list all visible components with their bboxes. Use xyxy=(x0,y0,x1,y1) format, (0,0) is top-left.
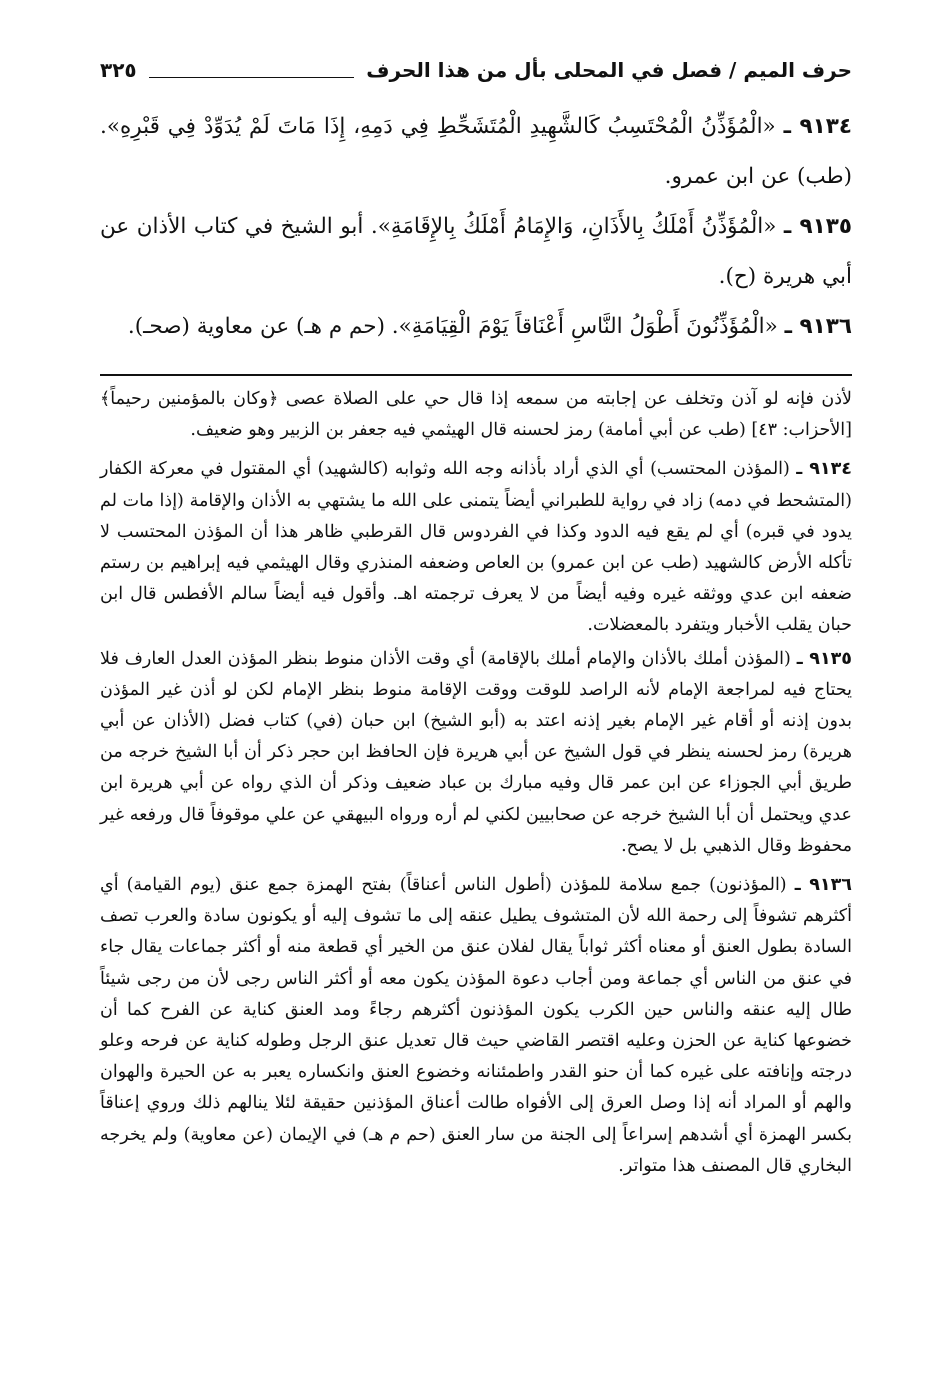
page xyxy=(100,50,852,1182)
commentary-continuation xyxy=(100,384,852,446)
section-divider xyxy=(100,374,852,376)
commentary-text: (المؤذن المحتسب) أي الذي أراد بأذانه وجه الله وثوابه (كالشهيد) أي المقتول في معركة الكفار (المتشحط في دمه) زاد في رواية للطبراني أيضاً يتمنى على الله ما يشتهي به الأذان والإقامة (إذا مات لم يدود في قبره) أي لم يقع فيه الدود وكذا في الفردوس قال القرطبي ظاهر هذا أن المؤذن المحتسب لا تأكله الأرض كالشهيد (طب عن ابن عمرو) بن العاص وضعفه المنذري وقال الهيثمي فيه إبراهيم بن رستم ضعفه ابن عدي ووثقه غيره وفيه أيضاً من لا يعرف ترجمته اهـ. وأقول فيه أيضاً سالم الأفطس قال ابن حبان يقلب الأخبار ويتفرد بالمعضلات. xyxy=(100,459,852,636)
commentary-9136 xyxy=(100,870,852,1182)
hadith-text: «الْمُؤَذِّنُونَ أَطْوَلُ النَّاسِ أَعْنَاقاً يَوْمَ الْقِيَامَةِ». (حم م هـ) عن معاوية (صحـ). xyxy=(127,314,778,339)
page-number: ٣٢٥ xyxy=(100,58,137,82)
commentary-text: لأذن فإنه لو آذن وتخلف عن إجابته من سمعه إذا قال حي على الصلاة عصى ﴿وكان بالمؤمنين رحيماً﴾ [الأحزاب: ٤٣] (طب عن أبي أمامة) رمز لحسنه قال الهيثمي فيه جعفر بن الزبير وهو ضعيف. xyxy=(100,389,852,441)
commentary-9135 xyxy=(100,644,852,862)
hadith-number: ٩١٣٦ ـ xyxy=(784,314,852,339)
hadith-number: ٩١٣٥ ـ xyxy=(783,214,852,239)
hadith-number: ٩١٣٤ ـ xyxy=(783,114,852,139)
commentary-text: (المؤذن أملك بالأذان والإمام أملك بالإقامة) أي وقت الأذان منوط بنظر المؤذن العدل العارف فلا يحتاج فيه لمراجعة الإمام لأنه الراصد للوقت ووقت الإقامة منوط بنظر الإمام لكن لو أذن غير المؤذن بدون إذنه أو أقام غير الإمام بغير إذنه اعتد به (أبو الشيخ) ابن حبان (في) كتاب فضل (الأذان عن أبي هريرة) رمز لحسنه ينظر في قول الشيخ عن أبي هريرة فإن الحافظ ابن حجر ذكر أن أبا الشيخ خرجه من طريق أبي الجوزاء عن ابن عمر قال وفيه مبارك بن عباد ضعيف وذكر أن الذي رواه عن أبي هريرة ابن عدي ويحتمل أن أبا الشيخ خرجه عن صحابيين لكني لم أره ورواه البيهقي عن علي موقوفاً قال ورفعه غير محفوظ وقال الذهبي بل لا يصح. xyxy=(100,648,852,856)
commentary-number: ٩١٣٦ ـ xyxy=(794,875,852,896)
commentary-text: (المؤذنون) جمع سلامة للمؤذن (أطول الناس أعناقاً) بفتح الهمزة جمع عنق (يوم القيامة) أي أكثرهم تشوفاً إلى رحمة الله لأن المتشوف يطيل عنقه إلى ما تشوف إليه أو يكونون سادة والعرب تصف السادة بطول العنق أو معناه أكثر ثواباً يقال لفلان عنق من الخير أي قطعة منه أو أكثر جماعات يقال جاء في عنق من الناس أي جماعة ومن أجاب دعوة المؤذن يكون معه أو أكثر الناس رجى لأن من رجى شيئاً طال إليه عنقه والناس حين الكرب يكون المؤذنون أكثرهم رجاءً ومد العنق كناية عن الفرح كما أن خضوعها كناية عن الحزن وعليه اقتصر القاضي حيث قال تعديل عنق الرجل وطوله كناية عن فرحه وعلو درجته وإنافته على غيره كما أن حنو القدر واطمئنانه وخضوع العنق وانكساره يعبر به عن الحيرة والهوان والهم أو المراد أنه إذا وصل العرق إلى الأفواه طالت أعناق المؤذنين حقيقة لئلا ينالهم ذلك وروي إعناقاً بكسر الهمزة أي أشدهم إسراعاً إلى الجنة من سار العنق (حم م هـ) في الإيمان (عن معاوية) ولم يخرجه البخاري قال المصنف هذا متواتر. xyxy=(100,875,852,1176)
commentary-number: ٩١٣٥ ـ xyxy=(796,648,852,669)
running-header xyxy=(100,50,852,90)
hadith-9136 xyxy=(100,302,852,352)
hadith-9135 xyxy=(100,202,852,302)
commentary-9134 xyxy=(100,454,852,641)
hadith-text: «الْمُؤَذِّنُ الْمُحْتَسِبُ كَالشَّهِيدِ الْمُتَشَحِّطِ فِي دَمِهِ، إِذَا مَاتَ لَمْ يُدَوِّدْ فِي قَبْرِهِ». (طب) عن ابن عمرو. xyxy=(100,114,852,189)
commentary-number: ٩١٣٤ ـ xyxy=(796,459,852,480)
hadith-text: «الْمُؤَذِّنُ أَمْلَكُ بِالأَذَانِ، وَالإِمَامُ أَمْلَكُ بِالإِقَامَةِ». أبو الشيخ في كتاب الأذان عن أبي هريرة (ح). xyxy=(100,214,852,289)
header-rule xyxy=(149,63,355,78)
header-title: حرف الميم / فصل في المحلى بأل من هذا الحرف xyxy=(366,58,852,82)
hadith-9134 xyxy=(100,102,852,202)
